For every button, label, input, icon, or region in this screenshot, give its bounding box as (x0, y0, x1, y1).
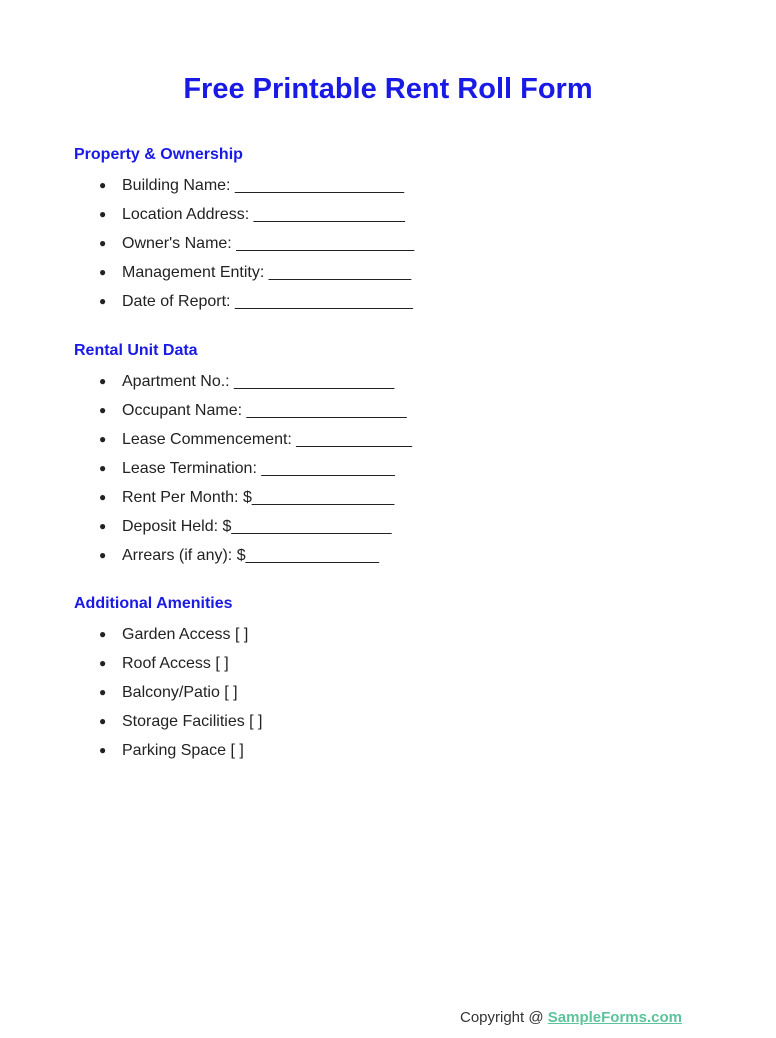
bullet-icon: ● (99, 403, 107, 417)
list-item (74, 396, 724, 425)
bullet-icon: ● (99, 490, 107, 504)
field-list (74, 620, 724, 765)
bullet-icon: ● (99, 461, 107, 475)
field-label: Lease Termination: _______________ (122, 460, 395, 477)
field-label: Location Address: _________________ (122, 206, 405, 223)
checkbox-label: Parking Space [ ] (122, 742, 244, 759)
list-item (74, 707, 724, 736)
checkbox-label: Roof Access [ ] (122, 655, 229, 672)
section-property-ownership (74, 145, 724, 316)
list-item (74, 425, 724, 454)
field-label: Arrears (if any): $_______________ (122, 547, 380, 564)
field-list (74, 367, 724, 570)
bullet-icon: ● (99, 207, 107, 221)
list-item (74, 367, 724, 396)
list-item (74, 171, 724, 200)
list-item (74, 649, 724, 678)
section-heading: Rental Unit Data (74, 342, 198, 359)
list-item (74, 483, 724, 512)
field-label: Occupant Name: __________________ (122, 402, 407, 419)
list-item (74, 229, 724, 258)
field-list (74, 171, 724, 316)
list-item (74, 541, 724, 570)
section-heading: Property & Ownership (74, 146, 243, 163)
bullet-icon: ● (99, 294, 107, 308)
field-label: Rent Per Month: $________________ (122, 489, 395, 506)
field-label: Building Name: ___________________ (122, 177, 405, 194)
bullet-icon: ● (99, 627, 107, 641)
list-item (74, 512, 724, 541)
bullet-icon: ● (99, 432, 107, 446)
list-item (74, 620, 724, 649)
list-item (74, 736, 724, 765)
checkbox-label: Garden Access [ ] (122, 626, 249, 643)
checkbox-label: Balcony/Patio [ ] (122, 684, 238, 701)
field-label: Apartment No.: __________________ (122, 373, 395, 390)
bullet-icon: ● (99, 685, 107, 699)
field-label: Management Entity: ________________ (122, 264, 412, 281)
list-item (74, 454, 724, 483)
section-rental-unit-data (74, 341, 724, 570)
field-label: Owner's Name: ____________________ (122, 235, 415, 252)
copyright-footer (460, 1008, 682, 1028)
section-additional-amenities (74, 594, 724, 765)
list-item (74, 200, 724, 229)
bullet-icon: ● (99, 236, 107, 250)
list-item (74, 678, 724, 707)
list-item (74, 287, 724, 316)
checkbox-label: Storage Facilities [ ] (122, 713, 263, 730)
brand-link[interactable]: SampleForms.com (547, 1009, 682, 1026)
copyright-text: Copyright @ (460, 1009, 548, 1026)
bullet-icon: ● (99, 743, 107, 757)
field-label: Date of Report: ____________________ (122, 293, 413, 310)
bullet-icon: ● (99, 519, 107, 533)
bullet-icon: ● (99, 548, 107, 562)
field-label: Lease Commencement: _____________ (122, 431, 412, 448)
bullet-icon: ● (99, 656, 107, 670)
list-item (74, 258, 724, 287)
bullet-icon: ● (99, 178, 107, 192)
field-label: Deposit Held: $__________________ (122, 518, 392, 535)
bullet-icon: ● (99, 714, 107, 728)
section-heading: Additional Amenities (74, 595, 233, 612)
bullet-icon: ● (99, 374, 107, 388)
bullet-icon: ● (99, 265, 107, 279)
page-title: Free Printable Rent Roll Form (183, 73, 593, 105)
